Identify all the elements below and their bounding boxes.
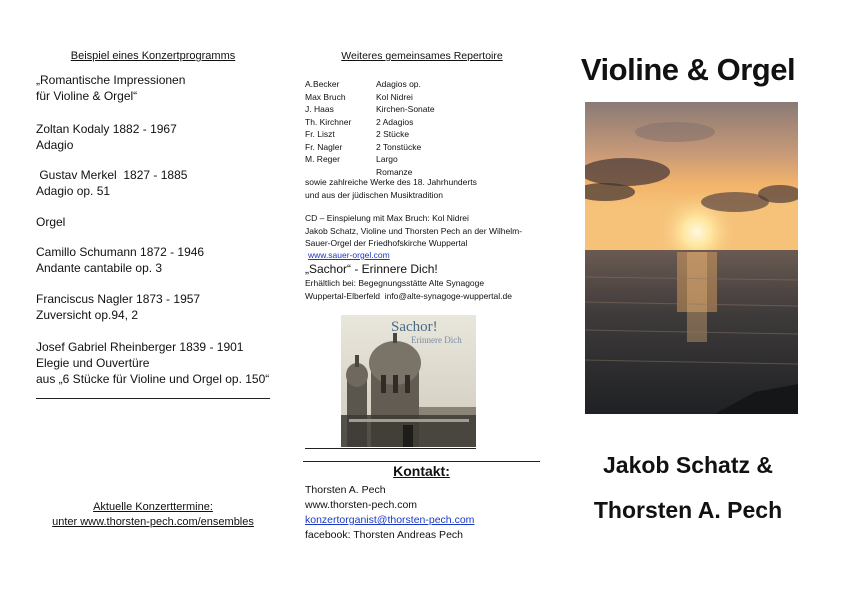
repertoire-work: 2 Adagios xyxy=(376,116,414,127)
performer-1: Jakob Schatz & xyxy=(603,452,773,478)
concert-dates-note xyxy=(36,500,270,530)
cover-title: Violine & Orgel xyxy=(580,52,796,87)
repertoire-work: Adagios op. xyxy=(376,79,421,89)
contact-name: Thorsten A. Pech xyxy=(305,484,386,496)
cd-cover-image xyxy=(341,315,476,447)
program-block-nagler: Franciscus Nagler 1873 - 1957 Zuversicht op.94, 2 xyxy=(36,292,201,322)
repertoire-composer: J. Haas xyxy=(305,104,334,114)
sunset-illustration xyxy=(585,102,798,414)
repertoire-work: Kirchen-Sonate xyxy=(376,104,435,114)
repertoire-composer: Fr. Nagler xyxy=(305,141,343,152)
repertoire-composer: Max Bruch xyxy=(305,91,346,102)
concert-dates-link[interactable]: unter www.thorsten-pech.com/ensembles xyxy=(52,516,254,528)
repertoire-composer: M. Reger xyxy=(305,154,340,164)
cd-description: CD – Einspielung mit Max Bruch: Kol Nidrei Jakob Schatz, Violine und Thorsten Pech an der Wilhelm- Sauer-Orgel der Friedhofskirche Wuppertal xyxy=(305,213,523,248)
sachor-title: „Sachor“ - Erinnere Dich! xyxy=(305,262,438,276)
cd-divider xyxy=(305,448,476,449)
program-block-orgel: Orgel xyxy=(36,215,66,229)
repertoire-composer: Fr. Liszt xyxy=(305,129,335,139)
repertoire-heading: Weiteres gemeinsames Repertoire xyxy=(341,50,503,62)
repertoire-work: Largo xyxy=(376,154,398,164)
performer-2: Thorsten A. Pech xyxy=(593,497,783,523)
contact-divider xyxy=(303,461,540,462)
concert-dates-label: Aktuelle Konzerttermine: xyxy=(93,501,213,513)
repertoire-composer: Th. Kirchner xyxy=(305,116,352,127)
program-block-kodaly: Zoltan Kodaly 1882 - 1967 Adagio xyxy=(36,122,177,152)
repertoire-work: Kol Nidrei xyxy=(376,91,413,102)
program-block-title: „Romantische Impressionen für Violine & Orgel“ xyxy=(36,73,186,103)
program-block-rheinberger: Josef Gabriel Rheinberger 1839 - 1901 Elegie und Ouvertüre aus „6 Stücke für Violine und Orgel op. 150“ xyxy=(36,340,270,386)
contact-website[interactable]: www.thorsten-pech.com xyxy=(305,499,418,511)
repertoire-work: Romanze xyxy=(376,166,413,177)
sachor-availability: Erhältlich bei: Begegnungsstätte Alte Synagoge Wuppertal-Elberfeld info@alte-synagoge-wuppertal.de xyxy=(305,278,512,301)
sauer-orgel-link[interactable]: www.sauer-orgel.com xyxy=(308,250,390,260)
contact-email-link[interactable]: konzertorganist@thorsten-pech.com xyxy=(305,514,475,526)
sunset-photo xyxy=(585,102,798,414)
repertoire-work: 2 Tonstücke xyxy=(376,141,422,152)
program-heading: Beispiel eines Konzertprogramms xyxy=(70,50,236,62)
contact-heading: Kontakt: xyxy=(393,463,450,479)
cd-cover-title: Sachor! xyxy=(391,319,438,335)
cd-cover-subtitle: Erinnere Dich xyxy=(411,335,462,345)
repertoire-more: sowie zahlreiche Werke des 18. Jahrhunderts und aus der jüdischen Musiktradition xyxy=(305,177,477,200)
program-block-schumann: Camillo Schumann 1872 - 1946 Andante cantabile op. 3 xyxy=(36,245,205,275)
program-block-merkel: Gustav Merkel 1827 - 1885 Adagio op. 51 xyxy=(36,168,188,198)
contact-facebook: facebook: Thorsten Andreas Pech xyxy=(305,529,463,541)
repertoire-composer: A.Becker xyxy=(305,79,340,89)
repertoire-work: 2 Stücke xyxy=(376,129,410,139)
program-divider xyxy=(36,398,270,399)
